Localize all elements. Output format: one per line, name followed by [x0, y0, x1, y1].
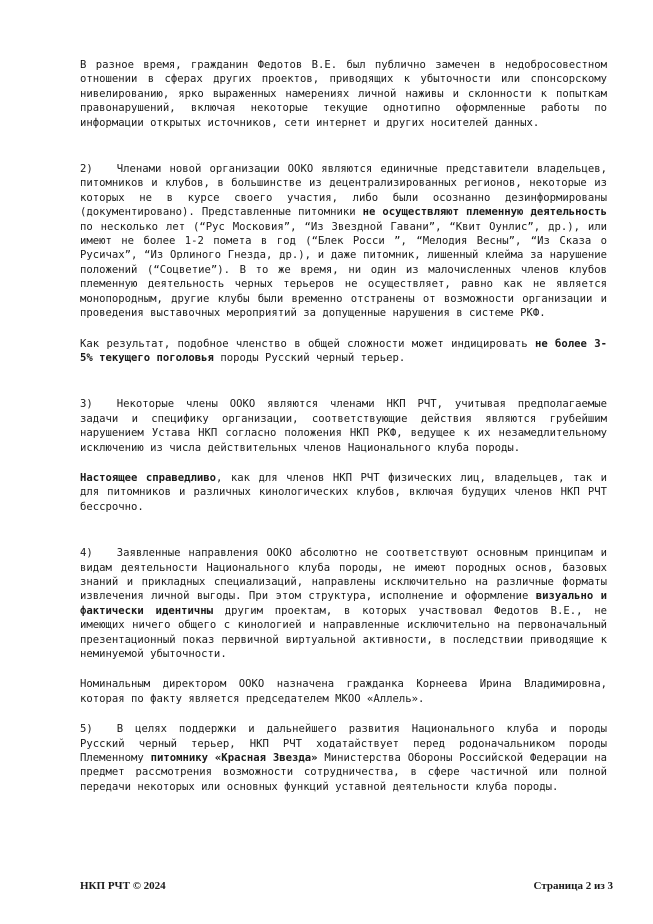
paragraph-item-2: [80, 162, 607, 320]
page-number: [534, 880, 613, 892]
paragraph-text: Некоторые члены ООКО являются членами НКП РЧТ, учитывая предполагаемые задачи и специфику организации, соответствующие действия являются грубейшим нарушением Устава НКП согласно положения НКП РКФ, ведущее к их незамедлительному исключению из числа действительных членов Национального клуба породы.: [80, 398, 607, 454]
paragraph-item-4: [80, 546, 607, 661]
item-number: 4): [80, 547, 93, 560]
paragraph-item-5: [80, 722, 607, 794]
paragraph-text: по несколько лет (“Рус Московия”, “Из Звездной Гавани”, “Квит Оунлис”, др.), или имеют не более 1-2 помета в год (“Блек Росси ”, “Мелодия Весны”, “Из Сказа о Русичах”, “Из Орлиного Гнезда, др.), и даже питомник, лишенный клейма за нарушение положений (“Соцветие”). В то же время, ни один из малочисленных членов клубов племенную деятельность черных терьеров не осуществляет, равно как не является монопородным, другие клубы были временно отстранены от возможности организации и проведения выставочных мероприятий за допущенные нарушения в системе РКФ.: [80, 220, 607, 320]
paragraph-text: другим проектам, в которых участвовал Федотов В.Е., не имеющих ничего общего с кинологией и направленные исключительно на первоначальный презентационный показ первичной виртуальной активности, в последствии приводящие к неминуемой убыточности.: [80, 604, 607, 660]
paragraph-text: Заявленные направления ООКО абсолютно не соответствуют основным принципам и видам деятельности Национального клуба породы, не имеют породных основ, базовых знаний и прикладных специализаций, направлены исключительно на различные форматы извлечения личной выгоды. При этом структура, исполнение и оформление: [80, 547, 607, 603]
page-label: Страница: [533, 880, 586, 892]
item-number: 3): [80, 398, 93, 411]
paragraph-text: породы Русский черный терьер.: [213, 351, 406, 364]
bold-phrase: Настоящее справедливо: [80, 471, 217, 484]
paragraph-item-3: [80, 397, 607, 455]
paragraph-text: Номинальным директором ООКО назначена гражданка Корнеева Ирина Владимировна, которая по факту является председателем МКОО «Аллель».: [80, 678, 607, 705]
paragraph-text: В разное время, гражданин Федотов В.Е. был публично замечен в недобросовестном отношении в сферах других проектов, приводящих к убыточности или спонсорскому нивелированию, ярко выраженных намерениях личной наживы и склонности к попыткам правонарушений, включая некоторые текущие однотипно оформленные работы по информации открытых источников, сети интернет и других носителей данных.: [80, 59, 607, 129]
bold-phrase: визуально и фактически идентичны: [80, 590, 607, 617]
paragraph-text: Членами новой организации ООКО являются единичные представители владельцев, питомников и клубов, в большинстве из децентрализированных регионов, некоторые из которых не в курсе своего участия, либо были осознанно дезинформированы (документировано). Представленные питомники: [80, 163, 607, 219]
paragraph-text: Как результат, подобное членство в общей сложности может индицировать: [80, 337, 535, 350]
page-of-label: из: [591, 880, 608, 892]
footer-copyright: НКП РЧТ © 2024: [80, 880, 166, 892]
paragraph-text: В целях поддержки и дальнейшего развития Национального клуба и породы Русский черный терьер, НКП РЧТ ходатайствует перед родоначальником породы Племенному: [80, 723, 607, 765]
paragraph-text: , как для членов НКП РЧТ физических лиц, владельцев, так и для питомников и различных кинологических клубов, включая будущих членов НКП РЧТ бессрочно.: [80, 471, 607, 513]
item-number: 5): [80, 723, 93, 736]
item-number: 2): [80, 163, 93, 176]
bold-phrase: не осуществляют племенную деятельность: [362, 206, 607, 219]
paragraph-intro: [80, 58, 607, 130]
bold-phrase: не более 3-5% текущего поголовья: [80, 337, 607, 364]
document-body: [80, 58, 607, 794]
paragraph-text: Министерства Обороны Российской Федерации на предмет рассмотрения возможности сотрудничества, в сфере частичной или полной передачи некоторых или основных функций уставной деятельности клуба породы.: [80, 752, 607, 793]
paragraph-director: [80, 677, 607, 706]
paragraph-result: [80, 337, 607, 366]
current-page: 2: [585, 880, 592, 892]
paragraph-justice: [80, 471, 607, 514]
total-pages: 3: [607, 880, 613, 892]
bold-phrase: питомнику «Красная Звезда»: [150, 752, 318, 765]
